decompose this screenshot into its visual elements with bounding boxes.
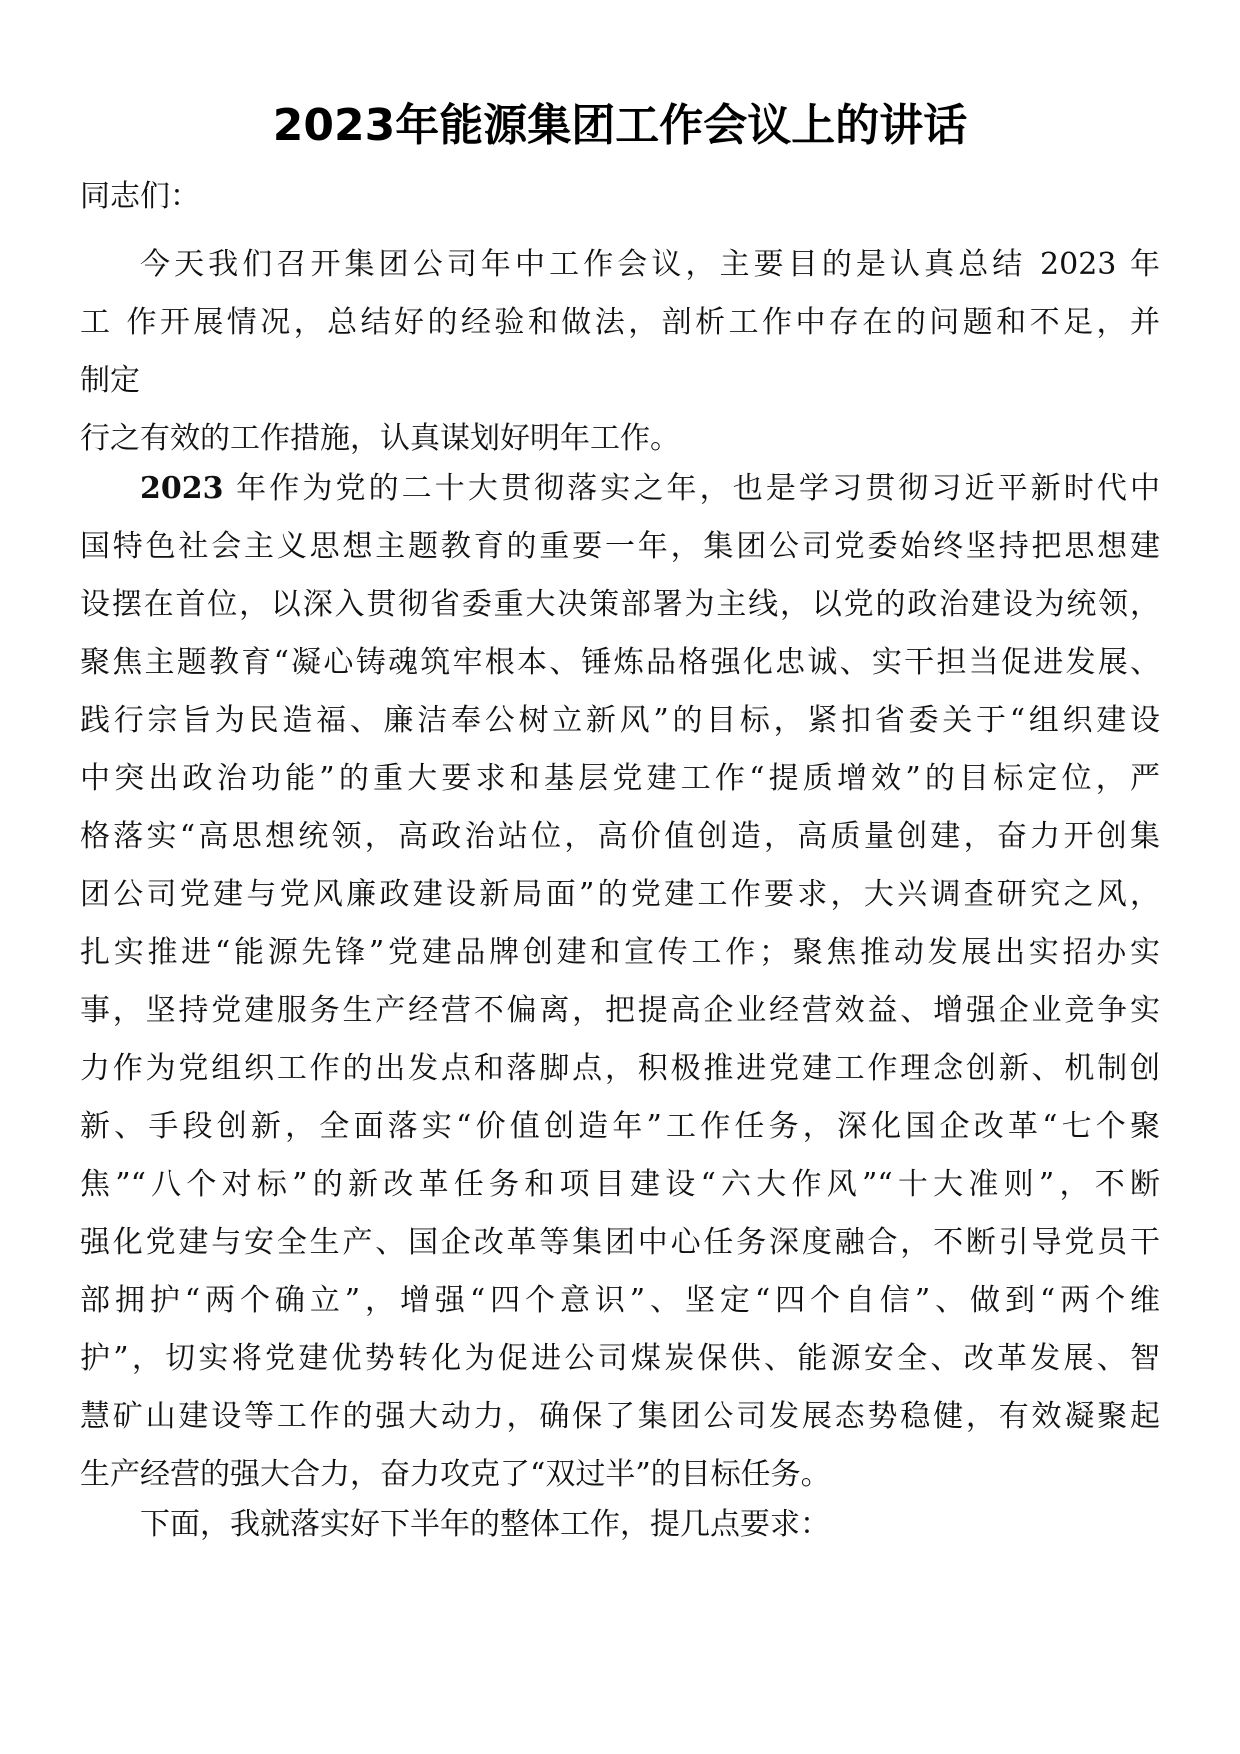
paragraph-line: 新、手段创新，全面落实“价值创造年”工作任务，深化国企改革“七个聚	[80, 1109, 1160, 1144]
paragraph-line: 国特色社会主义思想主题教育的重要一年，集团公司党委始终坚持把思想建	[80, 529, 1160, 564]
salutation-text: 同志们：	[80, 179, 200, 214]
paragraph-line: 下面，我就落实好下半年的整体工作，提几点要求：	[140, 1507, 830, 1542]
paragraph-requirements	[80, 1496, 1160, 1554]
paragraph-line: 制定	[80, 363, 140, 398]
paragraph-line: 工 作开展情况，总结好的经验和做法，剖析工作中存在的问题和不足，并	[80, 305, 1160, 340]
paragraph-line: 践行宗旨为民造福、廉洁奉公树立新风”的目标，紧扣省委关于“组织建设	[80, 703, 1160, 738]
paragraph-line: 格落实“高思想统领，高政治站位，高价值创造，高质量创建，奋力开创集	[80, 819, 1160, 854]
paragraph-line: 行之有效的工作措施，认真谋划好明年工作。	[80, 421, 680, 456]
paragraph-line: 中突出政治功能”的重大要求和基层党建工作“提质增效”的目标定位，严	[80, 761, 1160, 796]
paragraph-intro	[80, 236, 1160, 468]
paragraph-line: 焦”“八个对标”的新改革任务和项目建设“六大作风”“十大准则”，不断	[80, 1167, 1160, 1202]
year-number: 2023	[140, 471, 224, 506]
paragraph-line: 团公司党建与党风廉政建设新局面”的党建工作要求，大兴调查研究之风，	[80, 877, 1160, 912]
paragraph-line: 部拥护“两个确立”，增强“四个意识”、坚定“四个自信”、做到“两个维	[80, 1283, 1160, 1318]
paragraph-line	[80, 460, 1160, 518]
paragraph-line: 设摆在首位，以深入贯彻省委重大决策部署为主线，以党的政治建设为统领，	[80, 587, 1160, 622]
paragraph-line-rest: 年作为党的二十大贯彻落实之年，也是学习贯彻习近平新时代中	[223, 471, 1160, 506]
paragraph-line: 聚焦主题教育“凝心铸魂筑牢根本、锤炼品格强化忠诚、实干担当促进发展、	[80, 645, 1160, 680]
paragraph-line: 护”，切实将党建优势转化为促进公司煤炭保供、能源安全、改革发展、智	[80, 1341, 1160, 1376]
paragraph-line: 生产经营的强大合力，奋力攻克了“双过半”的目标任务。	[80, 1457, 831, 1492]
paragraph-line: 今天我们召开集团公司年中工作会议，主要目的是认真总结 2023 年	[140, 247, 1160, 282]
salutation	[80, 168, 1160, 226]
document-title: 2023年能源集团工作会议上的讲话	[272, 100, 968, 151]
paragraph-line: 扎实推进“能源先锋”党建品牌创建和宣传工作；聚焦推动发展出实招办实	[80, 935, 1160, 970]
paragraph-line: 事，坚持党建服务生产经营不偏离，把提高企业经营效益、增强企业竞争实	[80, 993, 1160, 1028]
paragraph-review	[80, 460, 1160, 1504]
paragraph-line: 力作为党组织工作的出发点和落脚点，积极推进党建工作理念创新、机制创	[80, 1051, 1160, 1086]
paragraph-line: 强化党建与安全生产、国企改革等集团中心任务深度融合，不断引导党员干	[80, 1225, 1160, 1260]
paragraph-line: 慧矿山建设等工作的强大动力，确保了集团公司发展态势稳健，有效凝聚起	[80, 1399, 1160, 1434]
